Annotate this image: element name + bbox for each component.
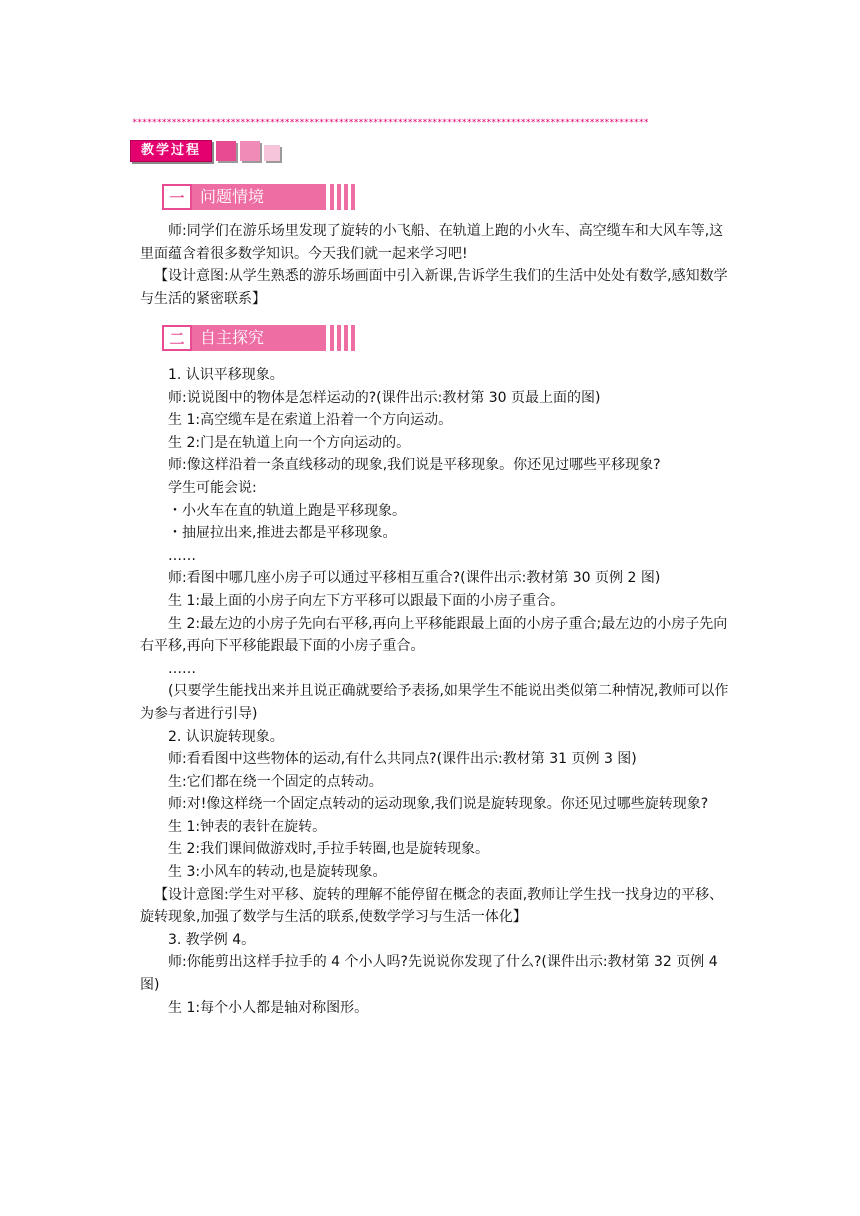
paragraph: 师:你能剪出这样手拉手的 4 个小人吗?先说说你发现了什么?(课件出示:教材第 32 页例 4 图) xyxy=(140,954,718,994)
decor-bars-icon xyxy=(330,184,355,210)
decor-square-icon xyxy=(216,141,236,161)
decor-square-icon xyxy=(240,141,260,161)
decor-bars-icon xyxy=(330,325,355,351)
section-2-body xyxy=(140,364,736,1019)
section-number: 一 xyxy=(162,184,192,210)
section-header-1 xyxy=(162,184,355,210)
paragraph: 生 2:门是在轨道上向一个方向运动的。 xyxy=(168,434,411,451)
paragraph: 师:对!像这样绕一个固定点转动的运动现象,我们说是旋转现象。你还见过哪些旋转现象? xyxy=(168,796,709,813)
paragraph: (只要学生能找出来并且说正确就要给予表扬,如果学生不能说出类似第二种情况,教师可以作为参与者进行引导) xyxy=(140,683,729,722)
section-header-2 xyxy=(162,325,355,351)
paragraph: 生 1:钟表的表针在旋转。 xyxy=(168,818,327,835)
section-title: 问题情境 xyxy=(192,184,326,210)
paragraph: 师:像这样沿着一条直线移动的现象,我们说是平移现象。你还见过哪些平移现象? xyxy=(168,457,661,474)
subheading: 2. 认识旋转现象。 xyxy=(168,728,284,745)
paragraph: 生 1:每个小人都是轴对称图形。 xyxy=(168,999,369,1016)
paragraph: 生 3:小风车的转动,也是旋转现象。 xyxy=(168,864,387,881)
design-intent: 【设计意图:从学生熟悉的游乐场画面中引入新课,告诉学生我们的生活中处处有数学,感知数学与生活的紧密联系】 xyxy=(140,268,728,307)
section-title: 自主探究 xyxy=(192,325,326,351)
paragraph: 学生可能会说: xyxy=(168,479,257,496)
section-number: 二 xyxy=(162,325,192,351)
ellipsis: …… xyxy=(168,660,196,677)
paragraph: 生 1:高空缆车是在索道上沿着一个方向运动。 xyxy=(168,412,453,429)
ellipsis: …… xyxy=(168,547,196,564)
list-item: ・小火车在直的轨道上跑是平移现象。 xyxy=(168,502,406,519)
paragraph: 师:看图中哪几座小房子可以通过平移相互重合?(课件出示:教材第 30 页例 2 图) xyxy=(168,570,661,587)
teaching-process-label xyxy=(130,139,280,163)
design-intent: 【设计意图:学生对平移、旋转的理解不能停留在概念的表面,教师让学生找一找身边的平移、旋转现象,加强了数学与生活的联系,使数学学习与生活一体化】 xyxy=(140,886,724,926)
decor-square-icon xyxy=(264,145,280,161)
section-1-body xyxy=(140,220,736,310)
list-item: ・抽屉拉出来,推进去都是平移现象。 xyxy=(168,525,397,542)
subheading: 1. 认识平移现象。 xyxy=(168,367,284,383)
subheading: 3. 教学例 4。 xyxy=(168,931,256,948)
label-text: 教学过程 xyxy=(130,140,212,162)
paragraph: 师:看看图中这些物体的运动,有什么共同点?(课件出示:教材第 31 页例 3 图) xyxy=(168,751,637,768)
paragraph: 生 1:最上面的小房子向左下方平移可以跟最下面的小房子重合。 xyxy=(168,592,565,609)
paragraph: 生 2:我们课间做游戏时,手拉手转圈,也是旋转现象。 xyxy=(168,841,489,858)
paragraph: 师:说说图中的物体是怎样运动的?(课件出示:教材第 30 页最上面的图) xyxy=(168,389,601,406)
decorative-star-rule: ********************************************************************************************************* xyxy=(132,118,649,128)
paragraph: 生:它们都在绕一个固定的点转动。 xyxy=(168,773,383,790)
paragraph: 生 2:最左边的小房子先向右平移,再向上平移能跟最上面的小房子重合;最左边的小房子先向右平移,再向下平移能跟最下面的小房子重合。 xyxy=(140,615,728,655)
paragraph: 师:同学们在游乐场里发现了旋转的小飞船、在轨道上跑的小火车、高空缆车和大风车等,这里面蕴含着很多数学知识。今天我们就一起来学习吧! xyxy=(140,223,724,262)
